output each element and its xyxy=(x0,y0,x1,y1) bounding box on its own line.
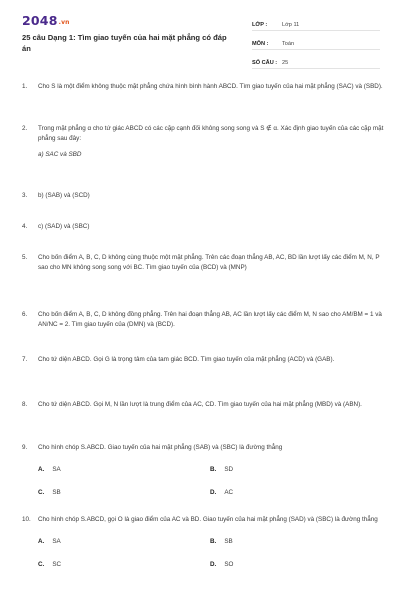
question-text: Cho hình chóp S.ABCD. Giao tuyến của hai mặt phẳng (SAB) và (SBC) là đường thẳng xyxy=(38,444,283,451)
question-number: 3. xyxy=(22,192,28,199)
info-row-count xyxy=(252,50,380,69)
question-number: 5. xyxy=(22,254,28,261)
question-number: 7. xyxy=(22,356,28,363)
question-text: Cho hình chóp S.ABCD, gọi O là giao điểm của AC và BD. Giao tuyến của hai mặt phẳng (SAD) và (SBC) là đường thẳng xyxy=(38,516,378,523)
question-3 xyxy=(22,191,384,201)
answer-option-c[interactable]: C. SC xyxy=(38,561,62,568)
info-value: 25 xyxy=(282,60,289,66)
answer-option-b[interactable]: B. SB xyxy=(210,538,233,545)
question-text: Cho S là một điểm không thuộc mặt phẳng chứa hình bình hành ABCD. Tìm giao tuyến của hai mặt phẳng (SAC) và (SBD). xyxy=(38,83,383,90)
answer-option-c[interactable]: C. SB xyxy=(38,489,61,496)
info-panel xyxy=(252,12,380,69)
question-9 xyxy=(22,443,384,498)
question-5 xyxy=(22,253,384,273)
question-4 xyxy=(22,222,384,232)
info-row-subject xyxy=(252,31,380,50)
question-number: 1. xyxy=(22,83,28,90)
info-label: SỐ CÂU : xyxy=(252,60,278,66)
answer-option-a[interactable]: A. SA xyxy=(38,466,61,473)
question-text: Cho tứ diện ABCD. Gọi G là trọng tâm của tam giác BCD. Tìm giao tuyến của mặt phẳng (ACD) và (GAB). xyxy=(38,356,335,363)
question-text: Cho bốn điểm A, B, C, D không đồng phẳng. Trên hai đoạn thẳng AB, AC lần lượt lấy các điểm M, N sao cho AM/BM = 1 và AN/NC = 2. Tìm giao tuyến của (DMN) và (BCD). xyxy=(38,311,382,328)
question-subpart: a) SAC và SBD xyxy=(38,151,82,158)
question-8 xyxy=(22,400,384,410)
info-value: Lớp 11 xyxy=(282,22,300,28)
answer-option-a[interactable]: A. SA xyxy=(38,538,61,545)
answer-option-b[interactable]: B. SD xyxy=(210,466,234,473)
site-logo[interactable] xyxy=(22,13,70,28)
question-text: Trong mặt phẳng α cho tứ giác ABCD có các cặp cạnh đối không song song và S ∉ α. Xác định giao tuyến của các cặp mặt phẳng sau đây: xyxy=(38,125,384,142)
question-number: 8. xyxy=(22,401,28,408)
question-number: 9. xyxy=(22,444,28,451)
info-value: Toán xyxy=(282,41,295,47)
question-10 xyxy=(22,515,384,570)
question-1 xyxy=(22,82,384,92)
question-text: Cho tứ diện ABCD. Gọi M, N lần lượt là trung điểm của AC, CD. Tìm giao tuyến của hai mặt phẳng (MBD) và (ABN). xyxy=(38,401,362,408)
question-text: b) (SAB) và (SCD) xyxy=(38,192,90,199)
question-number: 10. xyxy=(22,516,31,523)
question-number: 4. xyxy=(22,223,28,230)
answer-option-d[interactable]: D. AC xyxy=(210,489,234,496)
info-row-class xyxy=(252,12,380,31)
document-title: 25 câu Dạng 1: Tìm giao tuyến của hai mặt phẳng có đáp án xyxy=(22,33,227,53)
answer-options xyxy=(38,465,384,498)
info-label: LỚP : xyxy=(252,22,268,28)
question-text: c) (SAD) và (SBC) xyxy=(38,223,90,230)
question-6 xyxy=(22,310,384,330)
info-label: MÔN : xyxy=(252,41,269,47)
answer-option-d[interactable]: D. SO xyxy=(210,561,234,568)
answer-options xyxy=(38,537,384,570)
logo-main: 2048 xyxy=(22,13,58,28)
question-2 xyxy=(22,124,384,160)
logo-tld: .vn xyxy=(58,19,70,26)
question-number: 2. xyxy=(22,125,28,132)
question-7 xyxy=(22,355,384,365)
question-number: 6. xyxy=(22,311,28,318)
question-text: Cho bốn điểm A, B, C, D không cùng thuộc một mặt phẳng. Trên các đoạn thẳng AB, AC, BD lần lượt lấy các điểm M, N, P sao cho MN không song song với BC. Tìm giao tuyến của (BCD) và (MNP) xyxy=(38,254,380,271)
